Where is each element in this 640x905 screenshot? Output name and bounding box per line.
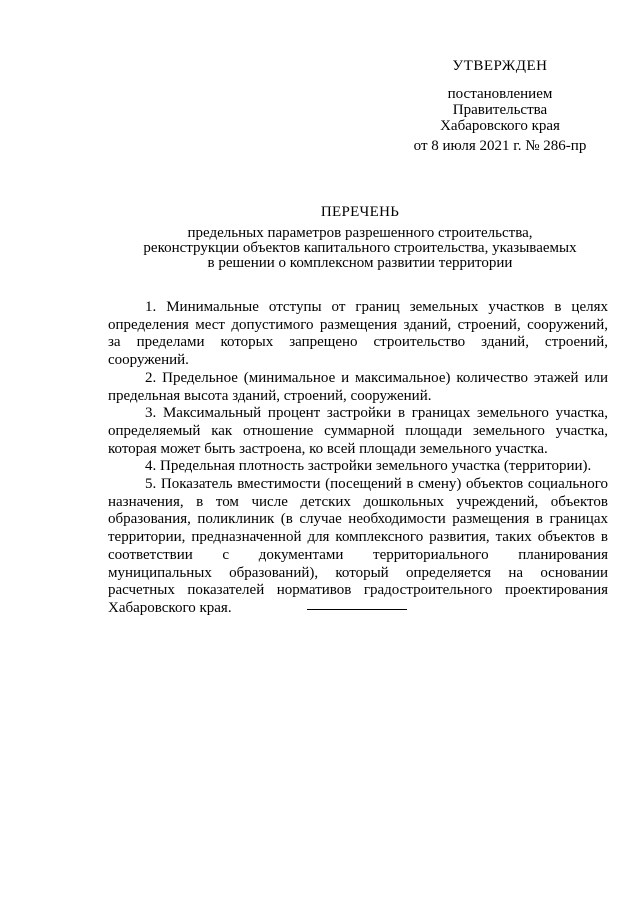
- paragraph-item-2: 2. Предельное (минимальное и максимальное) количество этажей или предельная высота зданий, строений, сооружений.: [108, 369, 608, 404]
- end-divider: [307, 609, 407, 610]
- approval-line-resolution: постановлением: [447, 86, 553, 102]
- approval-line-government: Правительства: [452, 102, 548, 118]
- approval-title: УТВЕРЖДЕН: [452, 58, 548, 74]
- document-body: [108, 299, 608, 618]
- subtitle-line: предельных параметров разрешенного строительства,: [187, 225, 533, 241]
- document-subtitle: [0, 226, 640, 271]
- paragraph-item-5: 5. Показатель вместимости (посещений в смену) объектов социального назначения, в том числе детских дошкольных учреждений, объектов образования, поликлиник (в случае необходимости размещения в границах территории, предназначенной для комплексного развития, таких объектов в соответствии с документами территориального планирования муниципальных образований), который определяется на основании расчетных показателей нормативов градостроительного проектирования Хабаровского края.: [108, 476, 608, 616]
- approval-date: от 8 июля 2021 г. № 286-пр: [413, 138, 587, 154]
- subtitle-line: реконструкции объектов капитального строительства, указываемых: [143, 240, 577, 256]
- paragraph-item-4: 4. Предельная плотность застройки земельного участка (территории).: [145, 458, 592, 475]
- document-title: ПЕРЕЧЕНЬ: [320, 204, 400, 220]
- approval-line-region: Хабаровского края: [440, 118, 560, 134]
- paragraph-item-3: 3. Максимальный процент застройки в границах земельного участка, определяемый как отношение суммарной площади земельного участка, которая может быть застроена, ко всей площади земельного участка.: [108, 405, 608, 457]
- approval-block: [400, 58, 600, 154]
- subtitle-line: в решении о комплексном развитии территории: [207, 255, 513, 271]
- paragraph-item-1: 1. Минимальные отступы от границ земельных участков в целях определения мест допустимого размещения зданий, строений, сооружений, за пределами которых запрещено строительство зданий, строений, сооружений.: [108, 299, 608, 369]
